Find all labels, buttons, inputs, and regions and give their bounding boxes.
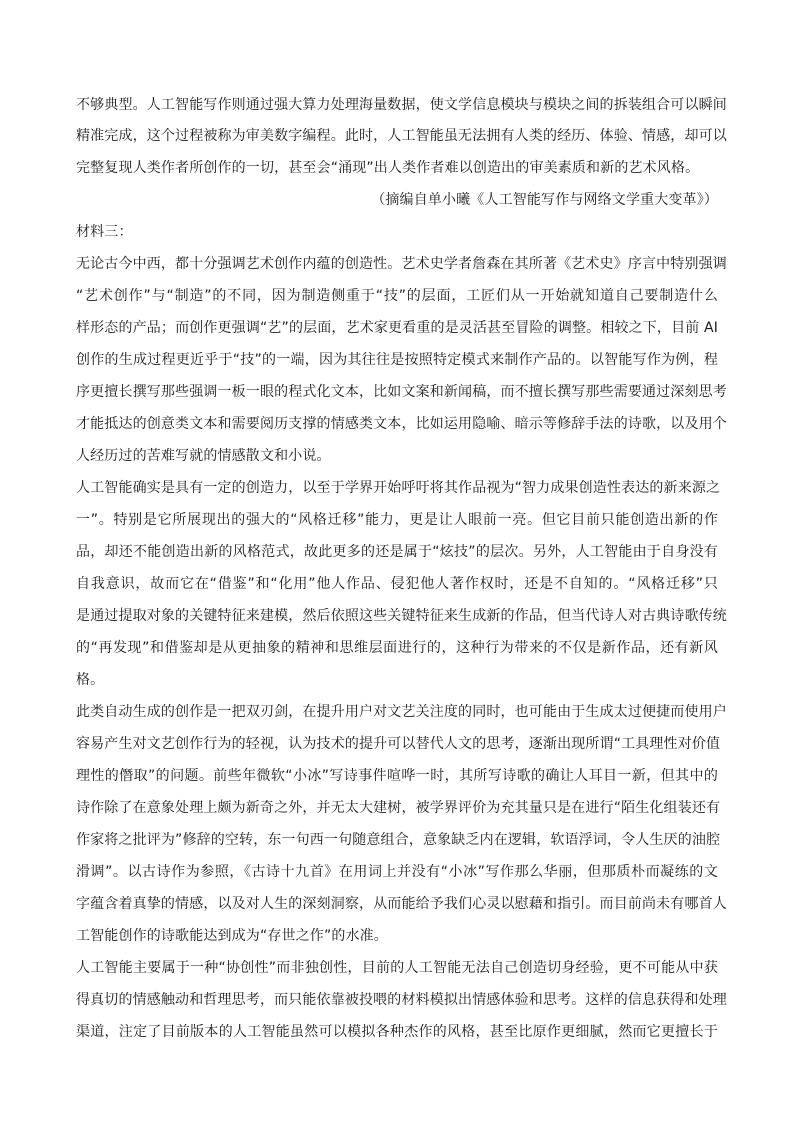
text-line: 的“再发现”和借鉴却是从更抽象的精神和思维层面进行的，这种行为带来的不仅是新作品，还有新风 xyxy=(76,640,718,656)
text-line: 品，却还不能创造出新的风格范式，故此更多的还是属于“炫技”的层次。另外，人工智能由于自身没有 xyxy=(76,544,718,560)
text-line: 格。 xyxy=(76,672,105,688)
text-line: “艺术创作”与“制造”的不同，因为制造侧重于“技”的层面，工匠们从一开始就知道自己要制造什么 xyxy=(76,288,718,304)
text-line: 精准完成，这个过程被称为审美数字编程。此时，人工智能虽无法拥有人类的经历、体验、情感，却可以 xyxy=(76,128,727,144)
text-line: 样形态的产品；而创作更强调“艺”的层面，艺术家更看重的是灵活甚至冒险的调整。相较之下，目前 AI xyxy=(76,320,718,336)
text-line: 自我意识，故而它在“借鉴”和“化用”他人作品、侵犯他人著作权时，还是不自知的。“风格迁移”只 xyxy=(76,576,718,592)
text-line: 容易产生对文艺创作行为的轻视，认为技术的提升可以替代人文的思考，逐渐出现所谓“工具理性对价值 xyxy=(76,736,721,752)
text-line: 才能抵达的创意类文本和需要阅历支撑的情感类文本，比如运用隐喻、暗示等修辞手法的诗歌，以及用个 xyxy=(76,416,727,432)
text-line: 人经历过的苦难写就的情感散文和小说。 xyxy=(76,448,331,464)
text-line: 人工智能主要属于一种“协创性”而非独创性，目前的人工智能无法自己创造切身经验，更不可能从中获 xyxy=(76,960,718,976)
text-line: 作家将之批评为”修辞的空转，东一句西一句随意组合，意象缺乏内在逻辑，软语浮词，令人生厌的油腔 xyxy=(76,832,721,848)
text-line: 是通过提取对象的关键特征来建模，然后依照这些关键特征来生成新的作品，但当代诗人对古典诗歌传统 xyxy=(76,608,727,624)
text-line: 人工智能确实是具有一定的创造力，以至于学界开始呼吁将其作品视为“智力成果创造性表达的新来源之 xyxy=(76,480,721,496)
text-line: 字蕴含着真挚的情感，以及对人生的深刻洞察，从而能给予我们心灵以慰藉和指引。而目前尚未有哪首人 xyxy=(76,896,727,912)
text-line: 序更擅长撰写那些强调一板一眼的程式化文本，比如文案和新闻稿，而不擅长撰写那些需要通过深刻思考 xyxy=(76,384,727,400)
text-line: 创作的生成过程更近乎于“技”的一端，因为其往往是按照特定模式来制作产品的。以智能写作为例，程 xyxy=(76,352,718,368)
text-line: 得真切的情感触动和哲理思考，而只能依靠被投喂的材料模拟出情感体验和思考。这样的信息获得和处理 xyxy=(76,992,727,1008)
text-line: 无论古今中西，都十分强调艺术创作内蕴的创造性。艺术史学者詹森在其所著《艺术史》序言中特别强调 xyxy=(76,256,727,272)
text-line: 一”。特别是它所展现出的强大的“风格迁移”能力，更是让人眼前一亮。但它目前只能创造出新的作 xyxy=(76,512,718,528)
section-heading: 材料三： xyxy=(76,224,133,240)
text-line: 工智能创作的诗歌能达到成为“存世之作”的水准。 xyxy=(76,928,388,944)
text-line: 诗作除了在意象处理上颇为新奇之外，并无太大建树，被学界评价为充其量只是在进行“陌生化组装还有 xyxy=(76,800,721,816)
text-line: 滑调”。以古诗作为参照，《古诗十九首》在用词上并没有“小冰”写作那么华丽，但那质朴而凝练的文 xyxy=(76,864,718,880)
text-line: 完整复现人类作者所创作的一切，甚至会“涌现”出人类作者难以创造出的审美素质和新的艺术风格。 xyxy=(76,160,700,176)
source-citation: （摘编自单小曦《人工智能写作与网络文学重大变革》） xyxy=(371,192,718,208)
text-line: 渠道，注定了目前版本的人工智能虽然可以模拟各种杰作的风格，甚至比原作更细腻，然而它更擅长于 xyxy=(76,1024,718,1040)
text-line: 理性的僭取”的问题。前些年微软“小冰”写诗事件喧哗一时，其所写诗歌的确让人耳目一新，但其中的 xyxy=(76,768,718,784)
text-line: 此类自动生成的创作是一把双刃剑，在提升用户对文艺关注度的同时，也可能由于生成太过便捷而使用户 xyxy=(76,704,727,720)
text-line: 不够典型。人工智能写作则通过强大算力处理海量数据，使文学信息模块与模块之间的拆装组合可以瞬间 xyxy=(76,97,727,113)
